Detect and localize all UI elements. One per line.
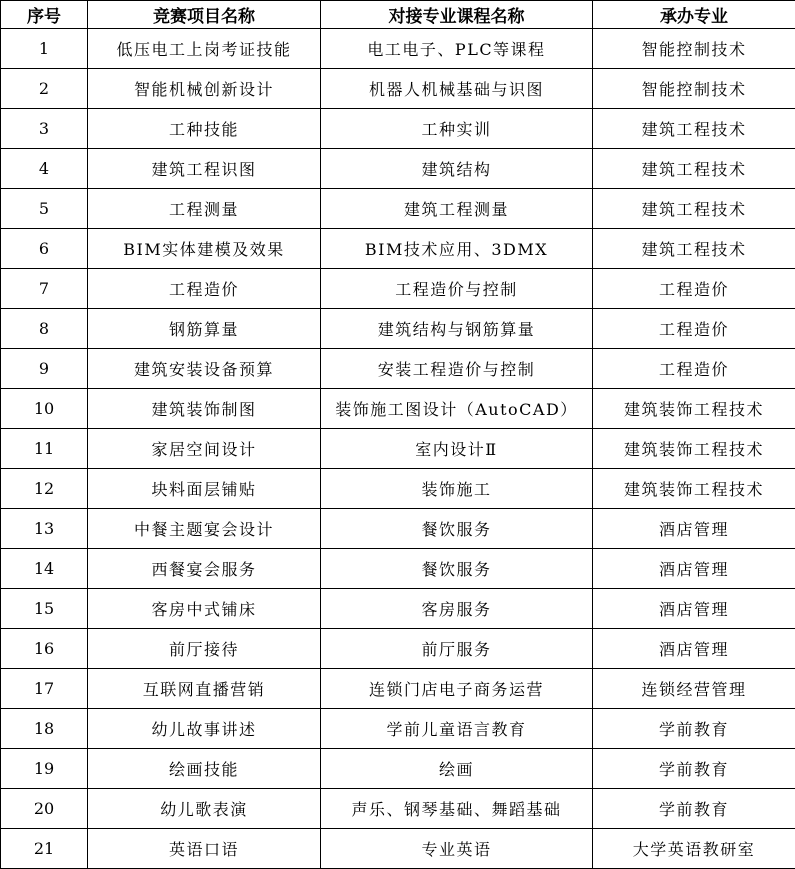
cell-competition-name: 家居空间设计 [88, 429, 321, 469]
table-row [1, 629, 795, 669]
table-row [1, 189, 795, 229]
table-row [1, 749, 795, 789]
cell-course-name: 装饰施工图设计（AutoCAD） [321, 389, 593, 429]
header-row [1, 1, 795, 29]
table-row [1, 389, 795, 429]
cell-index: 17 [1, 669, 88, 709]
cell-course-name: 客房服务 [321, 589, 593, 629]
cell-index: 15 [1, 589, 88, 629]
cell-host-major: 酒店管理 [593, 509, 795, 549]
cell-index: 14 [1, 549, 88, 589]
cell-host-major: 建筑装饰工程技术 [593, 389, 795, 429]
cell-index: 3 [1, 109, 88, 149]
cell-host-major: 酒店管理 [593, 589, 795, 629]
cell-host-major: 建筑工程技术 [593, 109, 795, 149]
cell-course-name: 连锁门店电子商务运营 [321, 669, 593, 709]
header-competition-name: 竞赛项目名称 [88, 1, 321, 29]
cell-competition-name: 西餐宴会服务 [88, 549, 321, 589]
cell-host-major: 大学英语教研室 [593, 829, 795, 869]
cell-course-name: 建筑工程测量 [321, 189, 593, 229]
cell-host-major: 建筑装饰工程技术 [593, 429, 795, 469]
table-row [1, 309, 795, 349]
table-row [1, 709, 795, 749]
cell-competition-name: 建筑工程识图 [88, 149, 321, 189]
table-body [1, 29, 795, 869]
cell-host-major: 智能控制技术 [593, 29, 795, 69]
cell-host-major: 酒店管理 [593, 549, 795, 589]
table-row [1, 29, 795, 69]
cell-index: 10 [1, 389, 88, 429]
cell-host-major: 酒店管理 [593, 629, 795, 669]
cell-competition-name: 中餐主题宴会设计 [88, 509, 321, 549]
cell-competition-name: 幼儿故事讲述 [88, 709, 321, 749]
cell-competition-name: 互联网直播营销 [88, 669, 321, 709]
cell-index: 4 [1, 149, 88, 189]
cell-course-name: BIM技术应用、3DMX [321, 229, 593, 269]
cell-course-name: 室内设计Ⅱ [321, 429, 593, 469]
table-row [1, 669, 795, 709]
cell-host-major: 智能控制技术 [593, 69, 795, 109]
cell-course-name: 电工电子、PLC等课程 [321, 29, 593, 69]
cell-competition-name: 建筑安装设备预算 [88, 349, 321, 389]
cell-host-major: 连锁经营管理 [593, 669, 795, 709]
cell-course-name: 建筑结构 [321, 149, 593, 189]
cell-course-name: 工种实训 [321, 109, 593, 149]
table-row [1, 149, 795, 189]
cell-course-name: 绘画 [321, 749, 593, 789]
table-row [1, 829, 795, 869]
cell-index: 9 [1, 349, 88, 389]
cell-host-major: 工程造价 [593, 269, 795, 309]
cell-host-major: 建筑工程技术 [593, 189, 795, 229]
table-row [1, 509, 795, 549]
cell-competition-name: 前厅接待 [88, 629, 321, 669]
cell-index: 13 [1, 509, 88, 549]
cell-course-name: 装饰施工 [321, 469, 593, 509]
cell-competition-name: 英语口语 [88, 829, 321, 869]
table-row [1, 789, 795, 829]
table-row [1, 549, 795, 589]
cell-course-name: 餐饮服务 [321, 549, 593, 589]
cell-index: 8 [1, 309, 88, 349]
table-row [1, 429, 795, 469]
cell-course-name: 前厅服务 [321, 629, 593, 669]
cell-index: 6 [1, 229, 88, 269]
table-header [1, 1, 795, 29]
table-row [1, 229, 795, 269]
cell-competition-name: 工种技能 [88, 109, 321, 149]
cell-index: 21 [1, 829, 88, 869]
table-row [1, 109, 795, 149]
cell-competition-name: 低压电工上岗考证技能 [88, 29, 321, 69]
table-row [1, 69, 795, 109]
cell-competition-name: 智能机械创新设计 [88, 69, 321, 109]
cell-competition-name: 幼儿歌表演 [88, 789, 321, 829]
cell-host-major: 学前教育 [593, 789, 795, 829]
cell-competition-name: 工程造价 [88, 269, 321, 309]
cell-competition-name: 客房中式铺床 [88, 589, 321, 629]
cell-host-major: 学前教育 [593, 749, 795, 789]
table-row [1, 469, 795, 509]
header-index: 序号 [1, 1, 88, 29]
table-row [1, 269, 795, 309]
cell-index: 19 [1, 749, 88, 789]
cell-host-major: 工程造价 [593, 349, 795, 389]
cell-host-major: 建筑工程技术 [593, 149, 795, 189]
cell-host-major: 建筑工程技术 [593, 229, 795, 269]
cell-course-name: 专业英语 [321, 829, 593, 869]
cell-index: 12 [1, 469, 88, 509]
cell-competition-name: BIM实体建模及效果 [88, 229, 321, 269]
cell-competition-name: 工程测量 [88, 189, 321, 229]
header-host-major: 承办专业 [593, 1, 795, 29]
cell-competition-name: 绘画技能 [88, 749, 321, 789]
cell-course-name: 安装工程造价与控制 [321, 349, 593, 389]
cell-competition-name: 建筑装饰制图 [88, 389, 321, 429]
cell-course-name: 工程造价与控制 [321, 269, 593, 309]
cell-competition-name: 块料面层铺贴 [88, 469, 321, 509]
cell-host-major: 工程造价 [593, 309, 795, 349]
cell-index: 2 [1, 69, 88, 109]
cell-index: 1 [1, 29, 88, 69]
header-course-name: 对接专业课程名称 [321, 1, 593, 29]
cell-course-name: 餐饮服务 [321, 509, 593, 549]
cell-course-name: 学前儿童语言教育 [321, 709, 593, 749]
cell-index: 5 [1, 189, 88, 229]
cell-index: 16 [1, 629, 88, 669]
cell-index: 20 [1, 789, 88, 829]
cell-course-name: 建筑结构与钢筋算量 [321, 309, 593, 349]
table-row [1, 349, 795, 389]
cell-course-name: 机器人机械基础与识图 [321, 69, 593, 109]
cell-index: 7 [1, 269, 88, 309]
cell-host-major: 建筑装饰工程技术 [593, 469, 795, 509]
cell-host-major: 学前教育 [593, 709, 795, 749]
cell-course-name: 声乐、钢琴基础、舞蹈基础 [321, 789, 593, 829]
table-row [1, 589, 795, 629]
cell-index: 11 [1, 429, 88, 469]
cell-competition-name: 钢筋算量 [88, 309, 321, 349]
cell-index: 18 [1, 709, 88, 749]
